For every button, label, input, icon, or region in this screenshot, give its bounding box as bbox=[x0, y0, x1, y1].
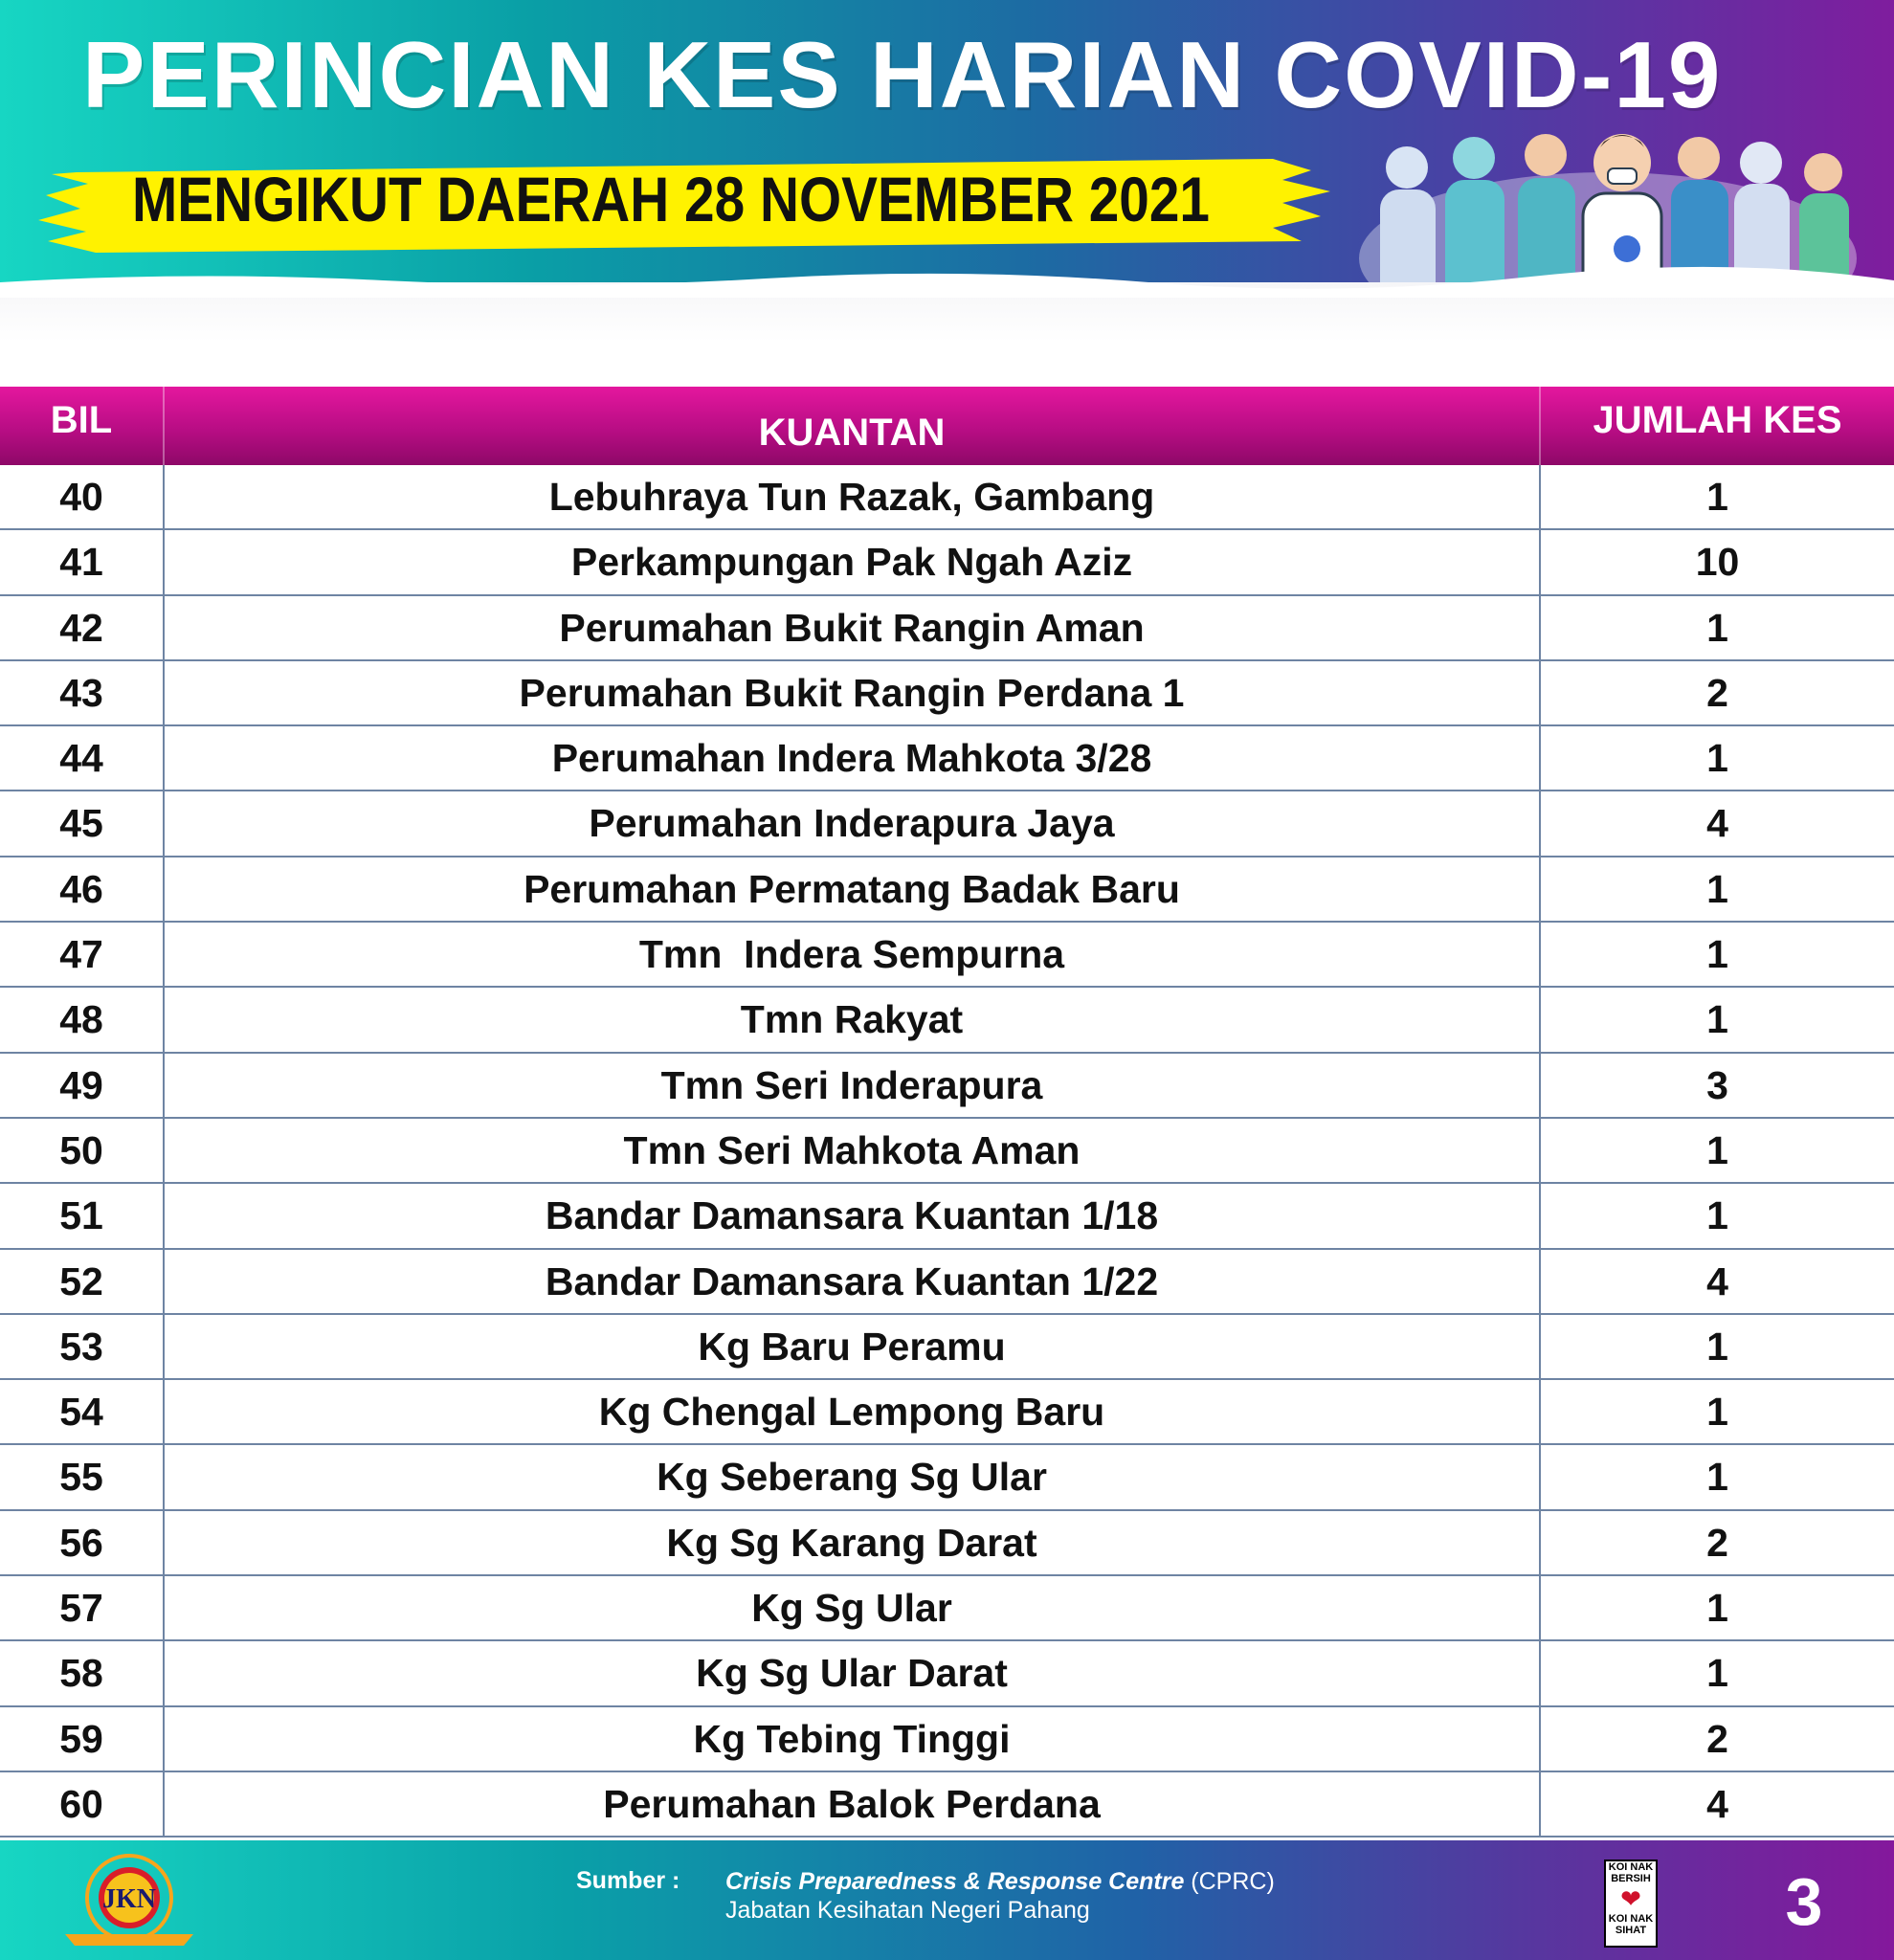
source-department: Jabatan Kesihatan Negeri Pahang bbox=[725, 1897, 1090, 1924]
table-row bbox=[0, 661, 1894, 726]
row-number: 44 bbox=[59, 736, 103, 781]
row-location: Bandar Damansara Kuantan 1/18 bbox=[545, 1193, 1159, 1238]
footer-bar bbox=[0, 1840, 1894, 1960]
table-row bbox=[0, 1641, 1894, 1706]
table-header bbox=[0, 387, 1894, 465]
healthcare-workers-illustration bbox=[1349, 115, 1885, 282]
row-number: 46 bbox=[59, 866, 103, 911]
row-number: 52 bbox=[59, 1258, 103, 1303]
row-location: Kg Sg Karang Darat bbox=[666, 1520, 1037, 1565]
row-case-count: 1 bbox=[1706, 1127, 1728, 1172]
row-number: 53 bbox=[59, 1324, 103, 1369]
table-row bbox=[0, 988, 1894, 1053]
row-location: Perumahan Permatang Badak Baru bbox=[524, 866, 1180, 911]
row-case-count: 3 bbox=[1706, 1062, 1728, 1107]
row-location: Kg Chengal Lempong Baru bbox=[598, 1390, 1105, 1435]
table-row bbox=[0, 858, 1894, 923]
row-location: Tmn Rakyat bbox=[740, 997, 964, 1042]
jkn-logo bbox=[57, 1850, 201, 1950]
row-case-count: 4 bbox=[1706, 801, 1728, 846]
row-number: 55 bbox=[59, 1455, 103, 1500]
row-case-count: 1 bbox=[1706, 1193, 1728, 1238]
badge-bottom-text: KOI NAK SIHAT bbox=[1608, 1913, 1654, 1936]
table-row bbox=[0, 726, 1894, 791]
row-case-count: 1 bbox=[1706, 1390, 1728, 1435]
row-case-count: 1 bbox=[1706, 1455, 1728, 1500]
table-body bbox=[0, 465, 1894, 1838]
jkn-logo-text: JKN bbox=[102, 1884, 156, 1914]
row-location: Kg Tebing Tinggi bbox=[693, 1716, 1011, 1761]
row-case-count: 1 bbox=[1706, 1324, 1728, 1369]
row-case-count: 1 bbox=[1706, 932, 1728, 977]
table-row bbox=[0, 1184, 1894, 1249]
row-case-count: 1 bbox=[1706, 1651, 1728, 1696]
row-location: Perumahan Bukit Rangin Perdana 1 bbox=[519, 670, 1185, 715]
row-location: Perkampungan Pak Ngah Aziz bbox=[570, 540, 1133, 585]
header-brush-edge bbox=[0, 282, 1894, 342]
row-case-count: 10 bbox=[1695, 540, 1740, 585]
row-case-count: 1 bbox=[1706, 866, 1728, 911]
row-case-count: 1 bbox=[1706, 1586, 1728, 1631]
row-case-count: 1 bbox=[1706, 605, 1728, 650]
row-number: 56 bbox=[59, 1520, 103, 1565]
row-number: 42 bbox=[59, 605, 103, 650]
badge-top-text: KOI NAK BERSIH bbox=[1608, 1861, 1654, 1884]
table-row bbox=[0, 1380, 1894, 1445]
table-row bbox=[0, 1445, 1894, 1510]
row-number: 49 bbox=[59, 1062, 103, 1107]
row-case-count: 1 bbox=[1706, 736, 1728, 781]
table-row bbox=[0, 1250, 1894, 1315]
row-location: Lebuhraya Tun Razak, Gambang bbox=[548, 475, 1155, 519]
page-subtitle: MENGIKUT DAERAH 28 NOVEMBER 2021 bbox=[132, 164, 1210, 234]
table-row bbox=[0, 1119, 1894, 1184]
row-number: 47 bbox=[59, 932, 103, 977]
row-location: Perumahan Inderapura Jaya bbox=[589, 801, 1115, 846]
row-location: Tmn Seri Inderapura bbox=[660, 1062, 1043, 1107]
cases-table bbox=[0, 387, 1894, 1838]
table-row bbox=[0, 1707, 1894, 1772]
row-number: 54 bbox=[59, 1390, 103, 1435]
page-title: PERINCIAN KES HARIAN COVID-19 bbox=[82, 22, 1723, 127]
source-label: Sumber : bbox=[576, 1867, 680, 1894]
koi-nak-sihat-badge bbox=[1604, 1860, 1658, 1948]
table-row bbox=[0, 530, 1894, 595]
row-number: 59 bbox=[59, 1716, 103, 1761]
table-row bbox=[0, 923, 1894, 988]
source-organization: Crisis Preparedness & Response Centre bbox=[725, 1868, 1185, 1895]
column-header-cases: JUMLAH KES bbox=[1593, 399, 1842, 441]
table-row bbox=[0, 596, 1894, 661]
row-location: Kg Sg Ular bbox=[751, 1586, 952, 1631]
row-location: Kg Sg Ular Darat bbox=[696, 1651, 1008, 1696]
column-header-location: KUANTAN bbox=[758, 412, 946, 454]
table-row bbox=[0, 1054, 1894, 1119]
row-number: 58 bbox=[59, 1651, 103, 1696]
table-row bbox=[0, 1315, 1894, 1380]
source-abbreviation: (CPRC) bbox=[1184, 1868, 1275, 1895]
table-row bbox=[0, 465, 1894, 530]
row-number: 50 bbox=[59, 1127, 103, 1172]
row-case-count: 1 bbox=[1706, 997, 1728, 1042]
row-location: Tmn Indera Sempurna bbox=[638, 932, 1065, 977]
row-location: Perumahan Indera Mahkota 3/28 bbox=[551, 736, 1152, 781]
row-number: 41 bbox=[59, 540, 103, 585]
table-row bbox=[0, 1772, 1894, 1838]
row-number: 45 bbox=[59, 801, 103, 846]
row-case-count: 4 bbox=[1706, 1781, 1728, 1826]
column-header-bil: BIL bbox=[50, 399, 113, 441]
row-number: 48 bbox=[59, 997, 103, 1042]
row-location: Tmn Seri Mahkota Aman bbox=[623, 1127, 1081, 1172]
row-number: 60 bbox=[59, 1781, 103, 1826]
row-case-count: 2 bbox=[1706, 1520, 1728, 1565]
row-number: 40 bbox=[59, 475, 103, 519]
table-row bbox=[0, 791, 1894, 857]
row-case-count: 1 bbox=[1706, 475, 1728, 519]
page-number: 3 bbox=[1785, 1864, 1823, 1939]
row-number: 57 bbox=[59, 1586, 103, 1631]
row-case-count: 4 bbox=[1706, 1258, 1728, 1303]
table-row bbox=[0, 1576, 1894, 1641]
source-text bbox=[725, 1867, 1275, 1925]
row-location: Kg Seberang Sg Ular bbox=[657, 1455, 1047, 1500]
header-banner bbox=[0, 0, 1894, 282]
row-location: Kg Baru Peramu bbox=[698, 1324, 1006, 1369]
row-number: 43 bbox=[59, 670, 103, 715]
row-case-count: 2 bbox=[1706, 1716, 1728, 1761]
row-case-count: 2 bbox=[1706, 670, 1728, 715]
row-number: 51 bbox=[59, 1193, 103, 1238]
table-row bbox=[0, 1511, 1894, 1576]
row-location: Bandar Damansara Kuantan 1/22 bbox=[545, 1258, 1159, 1303]
row-location: Perumahan Balok Perdana bbox=[603, 1781, 1101, 1826]
heart-icon: ❤ bbox=[1620, 1884, 1641, 1913]
row-location: Perumahan Bukit Rangin Aman bbox=[559, 605, 1145, 650]
